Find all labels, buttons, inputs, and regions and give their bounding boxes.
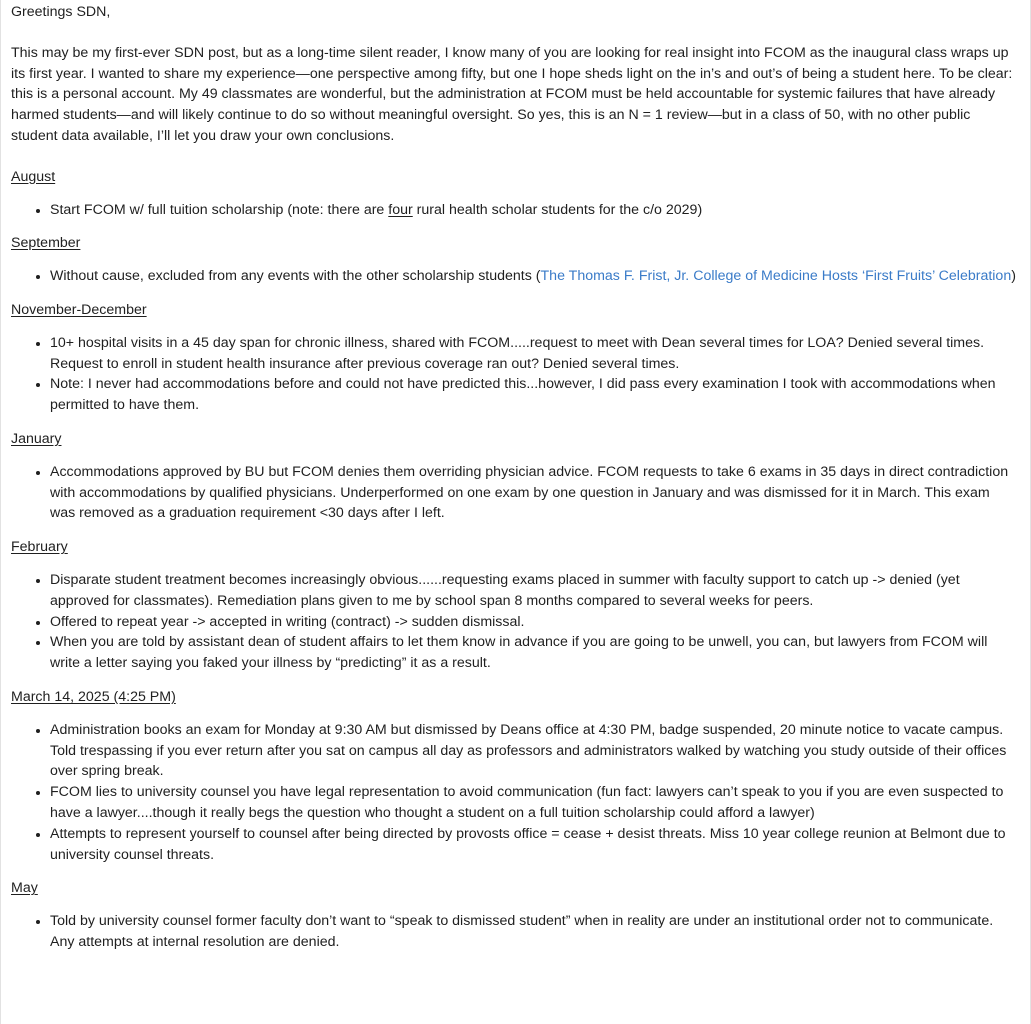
list-item: • Note: I never had accommodations before and could not have predicted this...however, I did pass every examination I took with accommodations when permitted to have them. (50, 374, 1016, 416)
list-item: • Disparate student treatment becomes increasingly obvious......requesting exams placed in summer with faculty support to catch up -> denied (yet approved for classmates). Remediation plans given to me by school span 8 months compared to several weeks for peers. (50, 570, 1016, 612)
item-text: Without cause, excluded from any events with the other scholarship students ( (50, 268, 541, 285)
emphasized-word: four (388, 201, 413, 218)
section-heading-march: March 14, 2025 (4:25 PM) (11, 688, 176, 705)
section-november-december (11, 300, 1016, 416)
section-september (11, 233, 1016, 287)
greeting: Greetings SDN, (11, 4, 111, 20)
item-text: Start FCOM w/ full tuition scholarship (note: there are (50, 201, 389, 218)
section-heading-august: August (11, 168, 56, 185)
february-list (11, 570, 1016, 674)
march-list (11, 720, 1016, 866)
section-heading-september: September (11, 235, 81, 252)
august-list (11, 200, 1016, 221)
section-march (11, 687, 1016, 865)
january-list (11, 462, 1016, 524)
list-item: • When you are told by assistant dean of student affairs to let them know in advance if you are going to be unwell, you can, but lawyers from FCOM will write a letter saying you faked your illness by “predicting” it as a result. (50, 632, 1016, 674)
section-august (11, 167, 1016, 221)
item-text: ) (1011, 268, 1016, 285)
september-list (11, 266, 1016, 287)
first-fruits-celebration-link[interactable]: The Thomas F. Frist, Jr. College of Medicine Hosts ‘First Fruits’ Celebration (540, 268, 1012, 285)
section-january (11, 429, 1016, 524)
section-heading-february: February (11, 539, 68, 556)
item-text: rural health scholar students for the c/o 2029) (412, 201, 703, 218)
section-heading-january: January (11, 430, 62, 447)
list-item: • Attempts to represent yourself to counsel after being directed by provosts office = cease + desist threats. Miss 10 year college reunion at Belmont due to university counsel threats. (50, 824, 1016, 866)
november-december-list (11, 333, 1016, 416)
list-item: • 10+ hospital visits in a 45 day span for chronic illness, shared with FCOM.....request to meet with Dean several times for LOA? Denied several times. Request to enroll in student health insurance after previous coverage ran out? Denied several times. (50, 333, 1016, 375)
list-item: • Offered to repeat year -> accepted in writing (contract) -> sudden dismissal. (50, 612, 1016, 633)
section-heading-may: May (11, 880, 38, 897)
section-february (11, 537, 1016, 674)
list-item (50, 200, 1016, 221)
intro-paragraph: This may be my first-ever SDN post, but as a long-time silent reader, I know many of you are looking for real insight into FCOM as the inaugural class wraps up its first year. I wanted to share my experience—one perspective among fifty, but one I hope sheds light on the in’s and out’s of being a student here. To be clear: this is a personal account. My 49 classmates are wonderful, but the administration at FCOM must be held accountable for systemic failures that have already harmed students—and will likely continue to do so without meaningful oversight. So yes, this is an N = 1 review—but in a class of 50, with no other public student data available, I’ll let you draw your own conclusions. (11, 44, 1013, 144)
list-item: • Administration books an exam for Monday at 9:30 AM but dismissed by Deans office at 4:30 PM, badge suspended, 20 minute notice to vacate campus. Told trespassing if you ever return after you sat on campus all day as professors and administrators walked by watching you study outside of their offices over spring break. (50, 720, 1016, 782)
list-item: • Accommodations approved by BU but FCOM denies them overriding physician advice. FCOM requests to take 6 exams in 35 days in direct contradiction with accommodations by qualified physicians. Underperformed on one exam by one question in January and was dismissed for it in March. This exam was removed as a graduation requirement <30 days after I left. (50, 462, 1016, 524)
section-may (11, 878, 1016, 952)
section-heading-november-december: November-December (11, 301, 147, 318)
list-item (50, 266, 1016, 287)
list-item: • Told by university counsel former faculty don’t want to “speak to dismissed student” when in reality are under an institutional order not to communicate. Any attempts at internal resolution are denied. (50, 911, 1016, 953)
may-list (11, 911, 1016, 953)
list-item: • FCOM lies to university counsel you have legal representation to avoid communication (fun fact: lawyers can’t speak to you if you are even suspected to have a lawyer....though it really begs the question who thought a student on a full tuition scholarship could afford a lawyer) (50, 782, 1016, 824)
